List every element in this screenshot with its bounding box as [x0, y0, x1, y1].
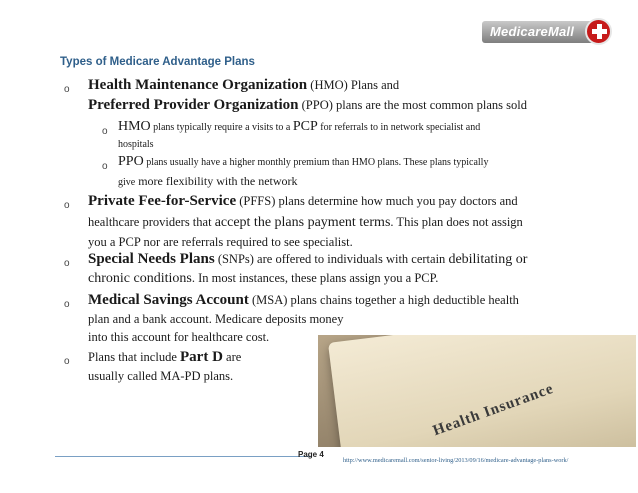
hmo-detail-text: plans typically require a visits to a [150, 122, 293, 133]
hmo-detail-line-1 [118, 119, 480, 135]
bullet-icon: o [64, 84, 70, 95]
hmo-ppo-line-2 [88, 97, 527, 114]
ppo-give: give [118, 177, 136, 188]
ppo-detail-text: plans usually have a higher monthly premium than HMO plans. These plans typically [143, 157, 489, 168]
pcp-label: PCP [292, 119, 318, 134]
msa-line-3: into this account for healthcare cost. [88, 330, 270, 344]
partd-term: Part D [180, 349, 223, 365]
insurance-folder [328, 335, 636, 447]
snp-line-2 [88, 271, 438, 287]
folder-label: Health Insurance [430, 380, 556, 440]
pffs-text-2c: . This plan does not assign [390, 215, 523, 229]
partd-line-1 [88, 349, 241, 366]
medical-cross-icon [585, 18, 612, 45]
pffs-term: Private Fee-for-Service [88, 193, 237, 209]
msa-term: Medical Savings Account [88, 292, 249, 308]
partd-text-2: are [222, 350, 242, 364]
sub-bullet-icon: o [102, 126, 108, 137]
snp-text-2: . In most instances, these plans assign you a PCP. [191, 271, 439, 285]
ppo-detail-text-2: more flexibility with the network [135, 174, 298, 188]
page-number: Page 4 [298, 450, 324, 459]
snp-term: Special Needs Plans [88, 251, 215, 267]
partd-line-2: usually called MA-PD plans. [88, 369, 234, 383]
source-url[interactable]: http://www.medicaremall.com/senior-living/2013/09/16/medicare-advantage-plans-work/ [343, 457, 569, 464]
snp-emphasis-2: chronic conditions [88, 271, 192, 286]
page-title: Types of Medicare Advantage Plans [60, 56, 255, 68]
ppo-detail-line-1 [118, 154, 488, 170]
sub-bullet-icon: o [102, 161, 108, 172]
pffs-text-2a: healthcare providers that [88, 215, 215, 229]
bullet-icon: o [64, 299, 70, 310]
pffs-line-2 [88, 215, 523, 231]
hmo-label: HMO [118, 119, 151, 134]
snp-emphasis-1: debilitating or [448, 252, 528, 267]
bullet-icon: o [64, 356, 70, 367]
medicaremall-logo [482, 16, 614, 48]
ppo-label: PPO [118, 154, 144, 169]
pffs-emphasis: accept the plans payment terms [214, 215, 391, 230]
ppo-detail-line-2 [118, 174, 298, 189]
bullet-icon: o [64, 258, 70, 269]
pffs-line-3: you a PCP nor are referrals required to see specialist. [88, 235, 353, 249]
hmo-detail-line-2: hospitals [118, 139, 154, 150]
msa-line-2: plan and a bank account. Medicare deposits money [88, 312, 344, 326]
msa-text-1: (MSA) plans chains together a high deductible health [248, 293, 519, 307]
ppo-term: Preferred Provider Organization [88, 97, 299, 113]
hmo-ppo-text-2: (PPO) plans are the most common plans sold [298, 98, 527, 112]
bullet-icon: o [64, 200, 70, 211]
health-insurance-photo [318, 335, 636, 447]
partd-text-1: Plans that include [88, 350, 180, 364]
snp-line-1 [88, 251, 527, 268]
hmo-ppo-line-1 [88, 77, 399, 94]
pffs-line-1 [88, 193, 518, 210]
footer-divider [55, 456, 312, 457]
hmo-term: Health Maintenance Organization [88, 77, 308, 93]
hmo-ppo-text-1: (HMO) Plans and [307, 78, 400, 92]
msa-line-1 [88, 292, 519, 309]
pffs-text-1: (PFFS) plans determine how much you pay doctors and [236, 194, 518, 208]
snp-text-1: (SNPs) are offered to individuals with certain [214, 252, 449, 266]
logo-text: MedicareMall [490, 24, 575, 39]
hmo-detail-text-2: for referrals to in network specialist and [317, 122, 481, 133]
